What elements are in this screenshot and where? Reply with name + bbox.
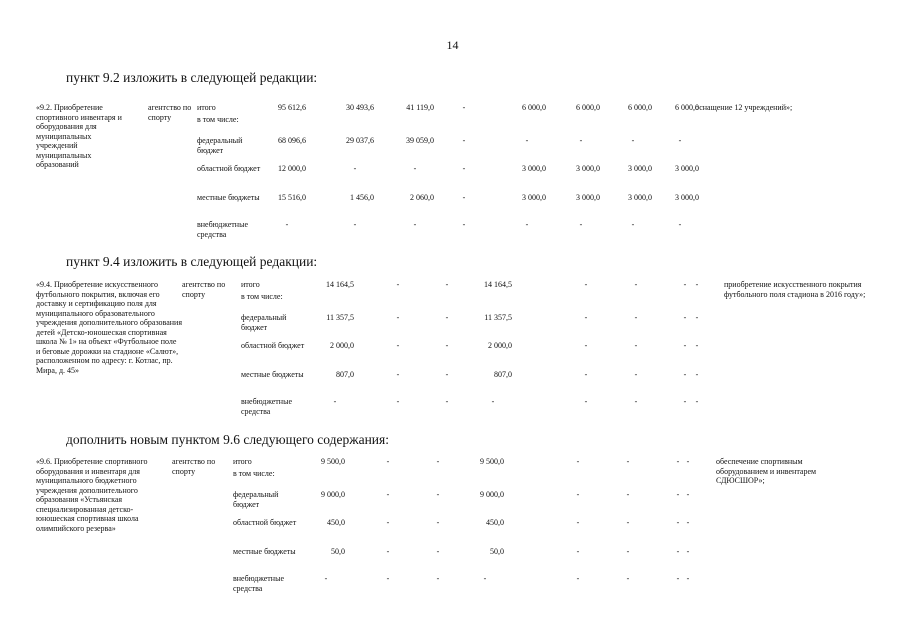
funding-value: - xyxy=(631,136,635,145)
heading-9-4: пункт 9.4 изложить в следующей редакции: xyxy=(66,254,318,269)
funding-value: - xyxy=(396,341,400,350)
funding-value: - xyxy=(584,280,588,289)
page-number: 14 xyxy=(446,38,459,52)
funding-source-label: в том числе: xyxy=(241,292,283,301)
funding-value: - xyxy=(678,220,682,229)
funding-value: 9 500,0 xyxy=(321,457,345,466)
funding-value: - xyxy=(462,164,466,173)
funding-value: - xyxy=(386,547,390,556)
funding-value: - xyxy=(634,280,638,289)
funding-value: - xyxy=(396,280,400,289)
funding-value: - xyxy=(576,457,580,466)
funding-source-label: местные бюджеты xyxy=(241,370,304,379)
funding-value: - xyxy=(686,490,690,499)
funding-value: 6 000,0 xyxy=(675,103,699,112)
section-9-4 xyxy=(36,280,866,426)
heading-9-2: пункт 9.2 изложить в следующей редакции: xyxy=(66,70,318,85)
funding-value: - xyxy=(626,457,630,466)
funding-value: - xyxy=(695,370,699,379)
funding-value: 2 060,0 xyxy=(410,193,434,202)
funding-value: - xyxy=(584,397,588,406)
funding-value: - xyxy=(584,341,588,350)
funding-value: - xyxy=(695,341,699,350)
funding-value: - xyxy=(683,313,687,322)
funding-value: 2 000,0 xyxy=(488,341,512,350)
funding-value: 3 000,0 xyxy=(675,164,699,173)
funding-value: 11 357,5 xyxy=(326,313,354,322)
funding-value: - xyxy=(413,220,417,229)
funding-value: 3 000,0 xyxy=(628,164,652,173)
funding-value: - xyxy=(676,490,680,499)
funding-value: - xyxy=(436,457,440,466)
funding-value: - xyxy=(386,490,390,499)
funding-value: 41 119,0 xyxy=(406,103,434,112)
funding-source-label: внебюджетные средства xyxy=(233,574,284,593)
funding-source-label: федеральный бюджет xyxy=(241,313,287,332)
funding-value: - xyxy=(576,574,580,583)
funding-value: - xyxy=(695,313,699,322)
measure-name: «9.6. Приобретение спортивного оборудования и инвентаря для муниципального бюджетного учреждения дополнительного образования «Устьянская специализированная детско-юношеская спортивная школа олимпийского резерва» xyxy=(36,457,148,533)
funding-value: 3 000,0 xyxy=(576,193,600,202)
funding-value: - xyxy=(445,397,449,406)
funding-value: - xyxy=(445,280,449,289)
funding-value: 11 357,5 xyxy=(484,313,512,322)
funding-value: - xyxy=(285,220,289,229)
funding-value: - xyxy=(436,518,440,527)
funding-value: - xyxy=(686,518,690,527)
funding-value: - xyxy=(436,490,440,499)
funding-value: 6 000,0 xyxy=(576,103,600,112)
executor: агентство по спорту xyxy=(172,457,216,476)
funding-value: 3 000,0 xyxy=(628,193,652,202)
funding-value: - xyxy=(634,370,638,379)
funding-source-label: федеральный бюджет xyxy=(233,490,279,509)
funding-value: 9 000,0 xyxy=(321,490,345,499)
funding-value: - xyxy=(483,574,487,583)
funding-value: 450,0 xyxy=(486,518,504,527)
funding-value: 9 500,0 xyxy=(480,457,504,466)
funding-value: - xyxy=(584,370,588,379)
funding-value: - xyxy=(695,280,699,289)
funding-value: - xyxy=(436,574,440,583)
funding-value: 30 493,6 xyxy=(346,103,374,112)
funding-value: - xyxy=(386,518,390,527)
funding-value: - xyxy=(333,397,337,406)
funding-value: - xyxy=(683,370,687,379)
funding-source-label: в том числе: xyxy=(233,469,275,478)
funding-value: 95 612,6 xyxy=(278,103,306,112)
funding-source-label: областной бюджет xyxy=(233,518,297,527)
funding-value: - xyxy=(634,313,638,322)
funding-value: - xyxy=(413,164,417,173)
funding-value: - xyxy=(462,193,466,202)
funding-value: - xyxy=(353,220,357,229)
funding-source-label: итого xyxy=(197,103,216,112)
funding-source-label: в том числе: xyxy=(197,115,239,124)
funding-value: - xyxy=(576,490,580,499)
funding-value: - xyxy=(396,370,400,379)
funding-value: - xyxy=(491,397,495,406)
funding-value: - xyxy=(386,574,390,583)
funding-value: 14 164,5 xyxy=(484,280,512,289)
funding-value: - xyxy=(676,574,680,583)
funding-value: - xyxy=(634,397,638,406)
funding-value: 6 000,0 xyxy=(628,103,652,112)
funding-value: - xyxy=(386,457,390,466)
funding-value: - xyxy=(396,397,400,406)
funding-value: 12 000,0 xyxy=(278,164,306,173)
funding-value: - xyxy=(626,574,630,583)
funding-value: - xyxy=(676,547,680,556)
funding-value: 50,0 xyxy=(331,547,345,556)
funding-value: - xyxy=(695,397,699,406)
funding-value: - xyxy=(462,103,466,112)
executor: агентство по спорту xyxy=(182,280,226,299)
funding-value: 3 000,0 xyxy=(522,193,546,202)
funding-source-label: итого xyxy=(233,457,252,466)
funding-value: 1 456,0 xyxy=(350,193,374,202)
funding-value: 3 000,0 xyxy=(576,164,600,173)
funding-value: - xyxy=(436,547,440,556)
funding-value: 9 000,0 xyxy=(480,490,504,499)
funding-value: - xyxy=(634,341,638,350)
funding-value: - xyxy=(683,341,687,350)
funding-value: - xyxy=(525,136,529,145)
funding-value: - xyxy=(353,164,357,173)
funding-value: 807,0 xyxy=(336,370,354,379)
funding-value: - xyxy=(445,370,449,379)
funding-value: - xyxy=(445,313,449,322)
funding-value: 450,0 xyxy=(327,518,345,527)
funding-value: - xyxy=(676,518,680,527)
funding-source-label: областной бюджет xyxy=(241,341,305,350)
executor: агентство по спорту xyxy=(148,103,192,122)
funding-value: - xyxy=(686,457,690,466)
funding-value: 14 164,5 xyxy=(326,280,354,289)
funding-value: - xyxy=(631,220,635,229)
funding-source-label: внебюджетные средства xyxy=(197,220,248,239)
funding-value: - xyxy=(626,547,630,556)
funding-source-label: итого xyxy=(241,280,260,289)
funding-value: 29 037,6 xyxy=(346,136,374,145)
funding-value: - xyxy=(396,313,400,322)
funding-source-label: внебюджетные средства xyxy=(241,397,292,416)
funding-value: - xyxy=(576,547,580,556)
funding-source-label: местные бюджеты xyxy=(233,547,296,556)
measure-name: «9.4. Приобретение искусственного футбольного покрытия, включая его доставку и сертификацию поля для муниципального образовательного учреждения дополнительного образования детей «Детско-юношеская спортивная школа № 1» на объект «Футбольное поле и беговые дорожки на стадионе «Салют», расположенном по адресу: г. Котлас, пр. Мира, д. 45» xyxy=(36,280,183,375)
funding-value: - xyxy=(324,574,328,583)
section-9-6 xyxy=(36,457,866,593)
funding-value: 3 000,0 xyxy=(675,193,699,202)
funding-value: - xyxy=(584,313,588,322)
funding-source-label: федеральный бюджет xyxy=(197,136,243,155)
funding-value: 15 516,0 xyxy=(278,193,306,202)
funding-value: - xyxy=(626,490,630,499)
funding-value: - xyxy=(525,220,529,229)
funding-value: 2 000,0 xyxy=(330,341,354,350)
funding-value: - xyxy=(579,136,583,145)
funding-value: - xyxy=(678,136,682,145)
funding-value: - xyxy=(579,220,583,229)
funding-value: - xyxy=(686,574,690,583)
funding-value: 68 096,6 xyxy=(278,136,306,145)
funding-value: - xyxy=(676,457,680,466)
heading-9-6: дополнить новым пунктом 9.6 следующего содержания: xyxy=(66,432,389,447)
funding-value: 807,0 xyxy=(494,370,512,379)
result-text: приобретение искусственного покрытия футбольного поля стадиона в 2016 году»; xyxy=(724,280,866,299)
funding-value: - xyxy=(576,518,580,527)
funding-value: - xyxy=(683,397,687,406)
funding-source-label: местные бюджеты xyxy=(197,193,260,202)
result-text: обеспечение спортивным оборудованием и инвентарем СДЮСШОР»; xyxy=(716,457,817,485)
funding-value: - xyxy=(462,220,466,229)
result-text: оснащение 12 учреждений»; xyxy=(695,103,793,112)
funding-value: - xyxy=(462,136,466,145)
measure-name: «9.2. Приобретение спортивного инвентаря и оборудования для муниципальных учреждений муниципальных образований xyxy=(36,103,122,169)
funding-value: - xyxy=(445,341,449,350)
funding-source-label: областной бюджет xyxy=(197,164,261,173)
funding-value: - xyxy=(626,518,630,527)
funding-value: 39 059,0 xyxy=(406,136,434,145)
funding-value: - xyxy=(683,280,687,289)
section-9-2 xyxy=(36,103,866,249)
funding-value: 3 000,0 xyxy=(522,164,546,173)
funding-value: - xyxy=(686,547,690,556)
funding-value: 50,0 xyxy=(490,547,504,556)
funding-value: 6 000,0 xyxy=(522,103,546,112)
